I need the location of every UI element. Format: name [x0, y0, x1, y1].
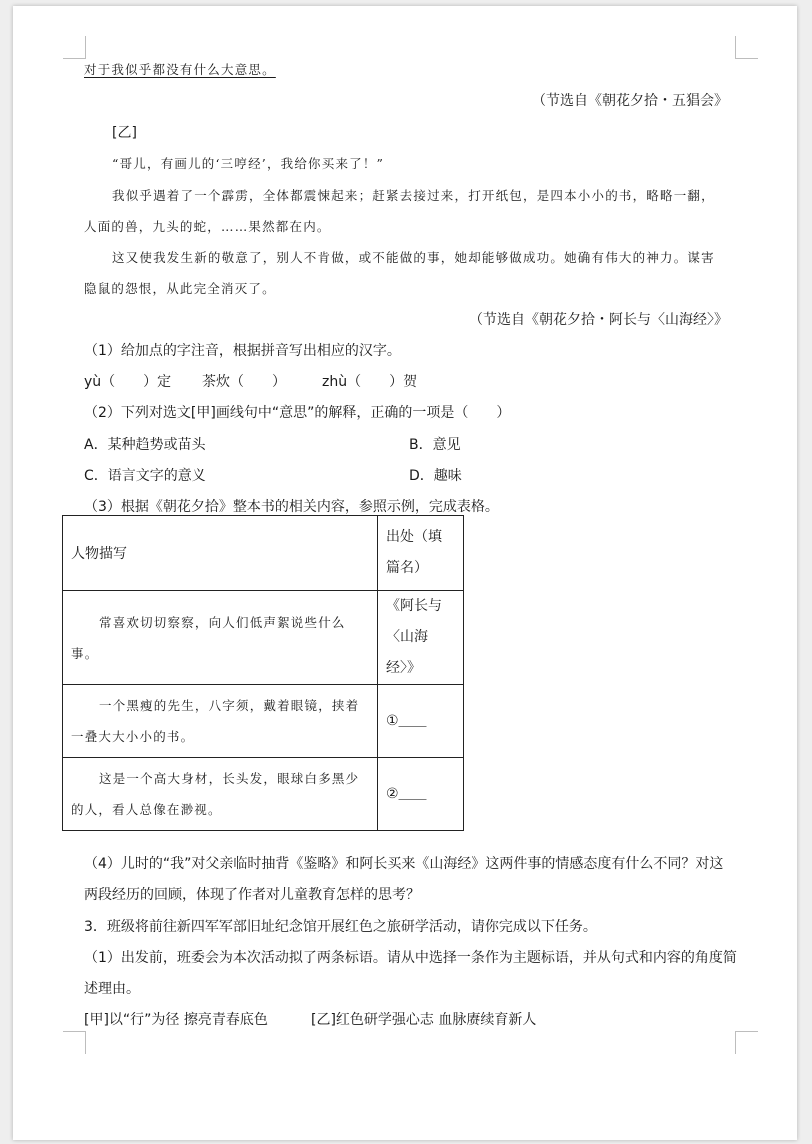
source-a: （节选自《朝花夕拾・五猖会》 — [532, 93, 728, 109]
slogan-a: [甲]以“行”为径 擦亮青春底色 — [84, 1012, 268, 1028]
crop-mark-top-left — [63, 36, 86, 59]
crop-mark-bottom-right — [735, 1031, 758, 1054]
q1-item-chuī: 茶炊（ ） — [202, 374, 286, 390]
q2-option-c: C．语言文字的意义 — [84, 468, 206, 484]
slogan-b: [乙]红色研学强心志 血脉赓续育新人 — [311, 1012, 537, 1028]
character-table — [62, 515, 464, 831]
question-4-line1: （4）儿时的“我”对父亲临时抽背《鉴略》和阿长买来《山海经》这两件事的情感态度有什么不同？对这 — [84, 856, 724, 872]
row-2-description: 一个黑瘦的先生，八字须，戴着眼镜，挟着一叠大大小小的书。 — [63, 685, 378, 758]
row-2-source-blank: ①＿＿ — [378, 685, 464, 758]
question-2: （2）下列对选文[甲]画线句中“意思”的解释，正确的一项是（ ） — [84, 405, 511, 421]
passage-a-tail: 对于我似乎都没有什么大意思。 — [84, 62, 276, 77]
label-b: [乙] — [112, 125, 137, 141]
row-3-source-blank: ②＿＿ — [378, 758, 464, 831]
crop-mark-bottom-left — [63, 1031, 86, 1054]
q2-option-b: B．意见 — [409, 437, 461, 453]
table-header-row — [63, 516, 464, 591]
question-1: （1）给加点的字注音，根据拼音写出相应的汉字。 — [84, 343, 401, 359]
para-b3-line1: 这又使我发生新的敬意了，别人不肯做，或不能做的事，她却能够做成功。她确有伟大的神力。谋害 — [112, 250, 715, 265]
para-b2-line2: 人面的兽，九头的蛇，……果然都在内。 — [84, 219, 331, 234]
para-b1: “哥儿，有画儿的‘三哼经’，我给你买来了！” — [112, 156, 385, 171]
question-4-line2: 两段经历的回顾，体现了作者对儿童教育怎样的思考？ — [84, 887, 420, 903]
task-3-q1-line2: 述理由。 — [84, 981, 140, 997]
task-3-q1-line1: （1）出发前，班委会为本次活动拟了两条标语。请从中选择一条作为主题标语，并从句式和内容的角度简 — [84, 950, 737, 966]
table-row — [63, 685, 464, 758]
para-b3-line2: 隐鼠的怨恨，从此完全消灭了。 — [84, 281, 276, 296]
q2-option-a: A．某种趋势或苗头 — [84, 437, 206, 453]
header-character-description: 人物描写 — [63, 516, 378, 591]
q1-item-zhu: zhù（ ）贺 — [322, 374, 418, 390]
para-b2-line1: 我似乎遇着了一个霹雳，全体都震悚起来；赶紧去接过来，打开纸包，是四本小小的书，略略一翻， — [112, 188, 715, 203]
q2-option-d: D．趣味 — [409, 468, 462, 484]
table-row — [63, 758, 464, 831]
header-source: 出处（填篇名） — [378, 516, 464, 591]
row-1-source: 《阿长与〈山海经〉》 — [378, 591, 464, 685]
row-3-description: 这是一个高大身材，长头发，眼球白多黑少的人，看人总像在渺视。 — [63, 758, 378, 831]
row-1-description: 常喜欢切切察察，向人们低声絮说些什么事。 — [63, 591, 378, 685]
source-b: （节选自《朝花夕拾・阿长与〈山海经〉》 — [469, 312, 728, 328]
crop-mark-top-right — [735, 36, 758, 59]
table-row — [63, 591, 464, 685]
question-3: （3）根据《朝花夕拾》整本书的相关内容，参照示例，完成表格。 — [84, 499, 499, 515]
task-3: 3．班级将前往新四军军部旧址纪念馆开展红色之旅研学活动，请你完成以下任务。 — [84, 919, 597, 935]
q1-item-yu: yù（ ）定 — [84, 374, 172, 390]
